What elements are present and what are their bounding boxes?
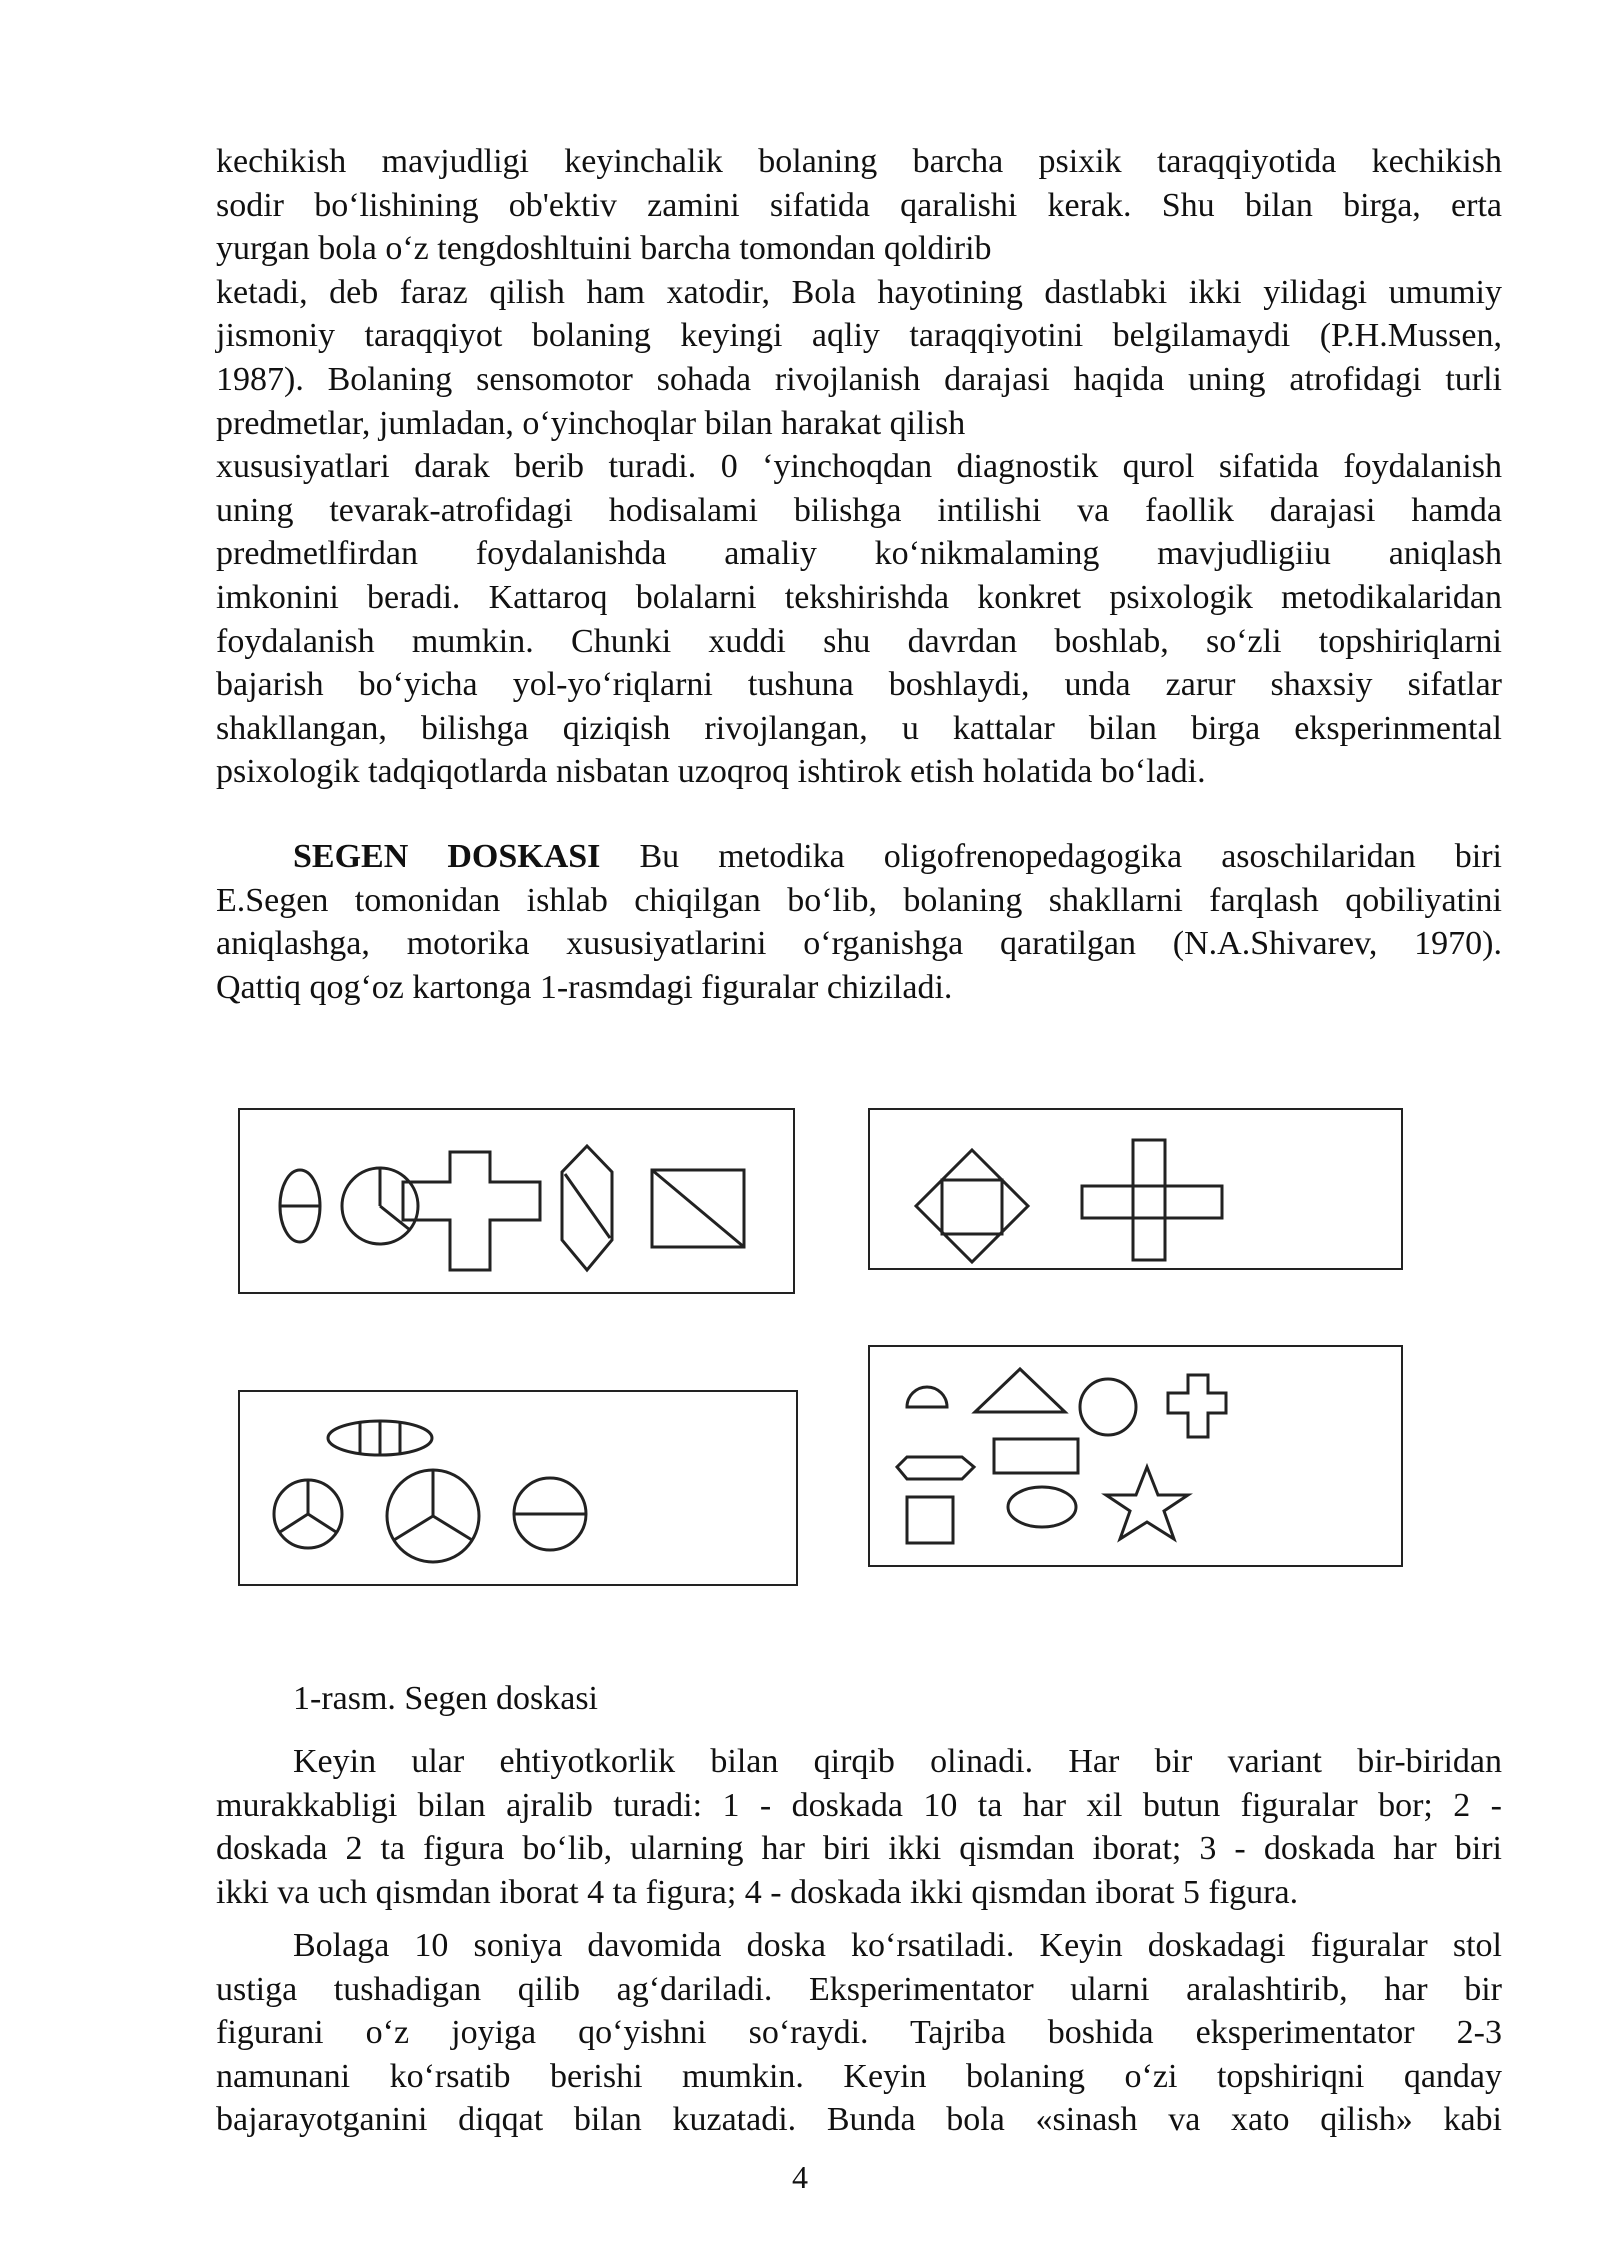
text-line: Bolaga 10 soniya davomida doska ko‘rsatiladi. Keyin doskadagi figuralar stol — [293, 1927, 1502, 1964]
text-line: doskada 2 ta figura bo‘lib, ularning har biri ikki qismdan iborat; 3 - doskada har biri — [216, 1830, 1502, 1868]
text-line: sodir bo‘lishining ob'ektiv zamini sifatida qaralishi kerak. Shu bilan birga, erta — [216, 186, 1502, 224]
text-line: Keyin ular ehtiyotkorlik bilan qirqib olinadi. Har bir variant bir-biridan — [293, 1743, 1502, 1780]
text-line: xususiyatlari darak berib turadi. 0 ‘yinchoqdan diagnostik qurol sifatida foydalanish — [216, 448, 1502, 486]
square-shape — [907, 1497, 953, 1543]
text-line: namunani ko‘rsatib berishi mumkin. Keyin bolaning o‘zi topshiriqni qanday — [216, 2057, 1502, 2095]
text-line: foydalanish mumkin. Chunki xuddi shu davrdan boshlab, so‘zli topshiriqlarni — [216, 622, 1502, 660]
text-line: figurani o‘z joyiga qo‘yishni so‘raydi. Tajriba boshida eksperimentator 2-3 — [216, 2014, 1502, 2052]
text-line: bajarayotganini diqqat bilan kuzatadi. Bunda bola «sinash va xato qilish» kabi — [216, 2101, 1502, 2139]
text-line: psixologik tadqiqotlarda nisbatan uzoqroq ishtirok etish holatida bo‘ladi. — [216, 753, 1206, 791]
paragraph-4 — [216, 1924, 1502, 2142]
board-1-shapes — [240, 1110, 797, 1296]
text-line: ustiga tushadigan qilib ag‘dariladi. Eksperimentator ularni aralashtirib, har bir — [216, 1970, 1502, 2008]
cross-vertical-bar — [1133, 1140, 1165, 1260]
cross-horizontal-bar — [1082, 1186, 1222, 1218]
text-line: bajarish bo‘yicha yol-yo‘riqlarni tushuna boshlaydi, unda zarur shaxsiy sifatlar — [216, 666, 1502, 704]
text-line: murakkabligi bilan ajralib turadi: 1 - doskada 10 ta har xil butun figuralar bor; 2 - — [216, 1786, 1502, 1824]
text-line: predmetlar, jumladan, o‘yinchoqlar bilan harakat qilish — [216, 404, 966, 442]
board-2-shapes — [870, 1110, 1405, 1272]
hexagon-shape — [897, 1457, 974, 1479]
text-line — [216, 835, 1502, 879]
text-line: aniqlashga, motorika xususiyatlarini o‘rganishga qaratilgan (N.A.Shivarev, 1970). — [216, 925, 1502, 963]
paragraph-3 — [216, 1740, 1502, 1914]
star-shape — [1106, 1467, 1188, 1539]
text-line: E.Segen tomonidan ishlab chiqilgan bo‘lib, bolaning shakllarni farqlash qobiliyatini — [216, 881, 1502, 919]
text-line: uning tevarak-atrofidagi hodisalami bilishga intilishi va faollik darajasi hamda — [216, 491, 1502, 529]
segen-board-2 — [868, 1108, 1403, 1270]
cross-shape — [403, 1152, 540, 1270]
hexagon-shape — [562, 1146, 612, 1270]
text-line: predmetlfirdan foydalanishda amaliy ko‘nikmalaming mavjudligiiu aniqlash — [216, 535, 1502, 573]
semicircle-shape — [907, 1387, 947, 1407]
board-3-shapes — [240, 1392, 800, 1588]
heading-line-rest: Bu metodika oligofrenopedagogika asoschilaridan biri — [600, 838, 1502, 875]
text-line: shakllangan, bilishga qiziqish rivojlangan, u kattalar bilan birga eksperinmental — [216, 709, 1502, 747]
triangle-shape — [975, 1369, 1065, 1412]
plus-shape — [1168, 1375, 1226, 1437]
section-heading: SEGEN DOSKASI — [293, 838, 601, 875]
board-4-shapes — [870, 1347, 1405, 1569]
rectangle-shape — [994, 1439, 1078, 1473]
text-line: kechikish mavjudligi keyinchalik bolaning barcha psixik taraqqiyotida kechikish — [216, 143, 1502, 180]
text-line: imkonini beradi. Kattaroq bolalarni tekshirishda konkret psixologik metodikalaridan — [216, 578, 1502, 616]
square-diagonal — [652, 1170, 744, 1247]
segen-board-4 — [868, 1345, 1403, 1567]
text-line: ikki va uch qismdan iborat 4 ta figura; 4 - doskada ikki qismdan iborat 5 figura. — [216, 1873, 1299, 1911]
diamond-shape — [916, 1150, 1028, 1262]
ellipse-shape — [1008, 1487, 1076, 1527]
text-line: yurgan bola o‘z tengdoshltuini barcha tomondan qoldirib — [216, 230, 992, 268]
paragraph-1 — [216, 140, 1502, 794]
circle-shape — [1080, 1379, 1136, 1435]
page-number: 4 — [792, 2159, 808, 2195]
text-line: jismoniy taraqqiyot bolaning keyingi aqliy taraqqiyotini belgilamaydi (P.H.Mussen, — [216, 317, 1502, 355]
segen-board-1 — [238, 1108, 795, 1294]
hexagon-diagonal — [565, 1174, 610, 1238]
text-line: Qattiq qog‘oz kartonga 1-rasmdagi figuralar chiziladi. — [216, 968, 953, 1006]
text-line: ketadi, deb faraz qilish ham xatodir, Bola hayotining dastlabki ikki yilidagi umumiy — [216, 273, 1502, 311]
segen-paragraph — [216, 835, 1502, 1009]
figure-caption: 1-rasm. Segen doskasi — [293, 1680, 599, 1717]
inner-square-shape — [942, 1180, 1002, 1234]
text-line: 1987). Bolaning sensomotor sohada rivojlanish darajasi haqida uning atrofidagi turli — [216, 360, 1502, 398]
segen-board-3 — [238, 1390, 798, 1586]
